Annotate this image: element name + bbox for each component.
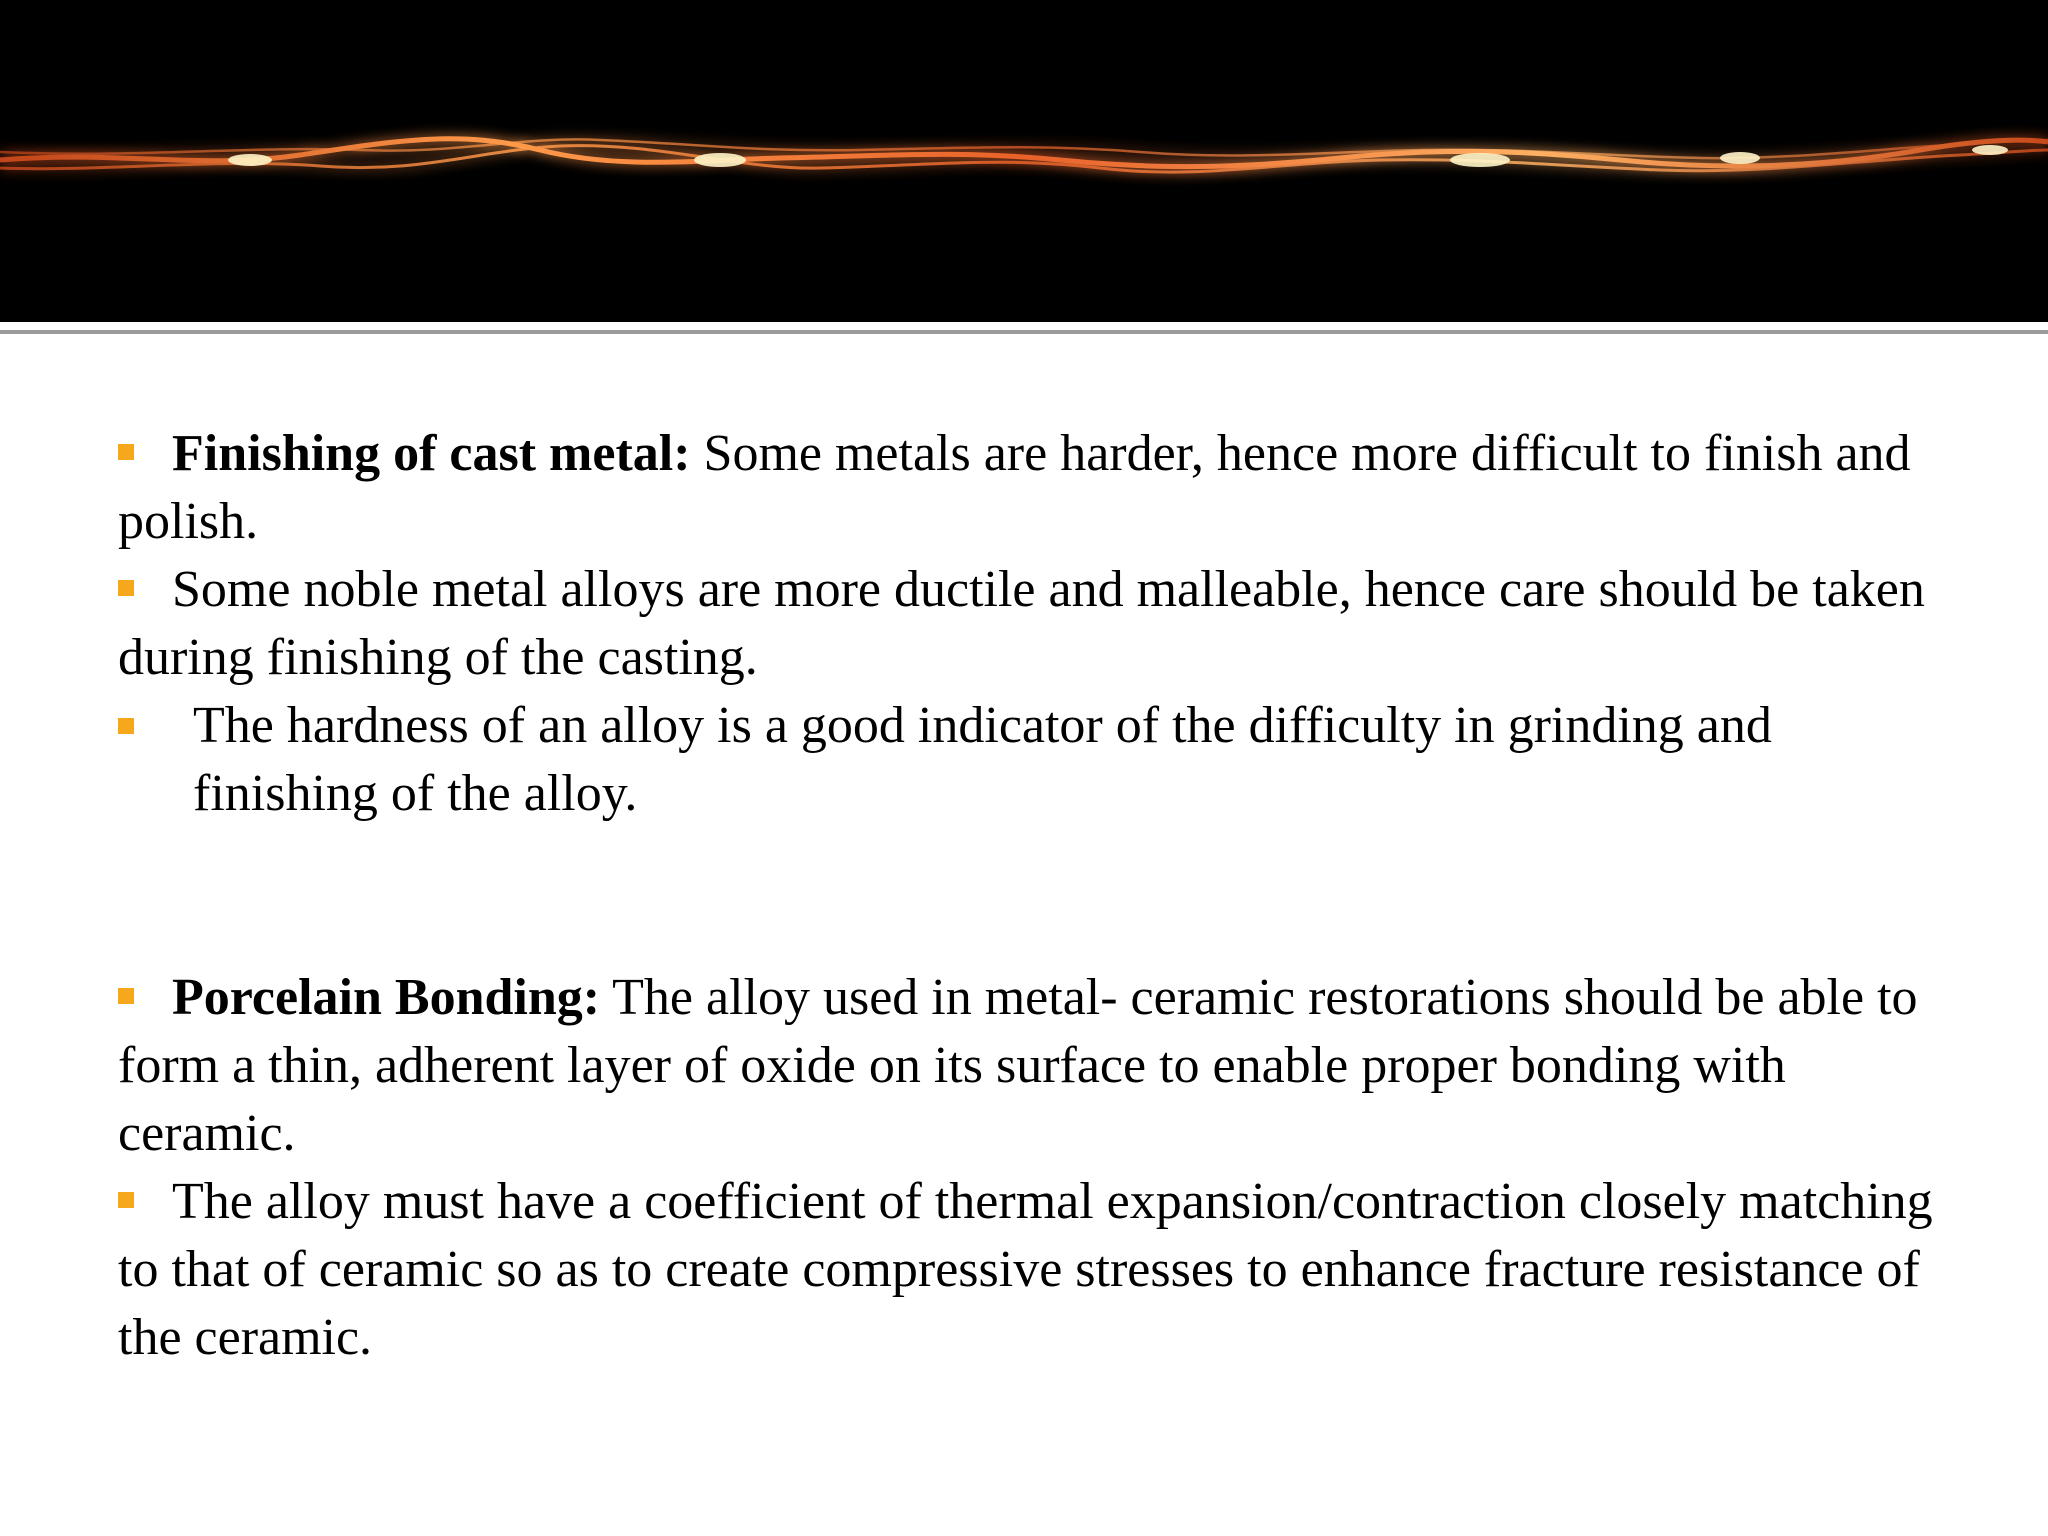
bullet-noble-metal-alloys (118, 556, 1948, 692)
bullet-text: The alloy used in metal- ceramic restorations should be able to form a thin, adherent layer of oxide on its surface to enable proper bonding with ceramic. (118, 969, 1918, 1162)
bullet-finishing-of-cast-metal (118, 420, 1948, 556)
bullet-text: Some metals are harder, hence more difficult to finish and polish. (118, 425, 1911, 550)
square-bullet-icon (118, 1192, 134, 1208)
square-bullet-icon (118, 580, 134, 596)
square-bullet-icon (118, 718, 134, 734)
bullet-heading: Porcelain Bonding: (172, 969, 601, 1026)
bullet-hardness-indicator (118, 692, 1948, 828)
bullet-text: The hardness of an alloy is a good indicator of the difficulty in grinding and finishing of the alloy. (193, 697, 1772, 822)
bullet-text: Some noble metal alloys are more ductile and malleable, hence care should be taken during finishing of the casting. (118, 561, 1925, 686)
square-bullet-icon (118, 988, 134, 1004)
header-banner (0, 0, 2048, 322)
header-divider-white (0, 322, 2048, 330)
section-spacer (118, 828, 1948, 964)
bullet-thermal-expansion (118, 1168, 1948, 1372)
glowing-spark-strand-image (0, 0, 2048, 322)
bullet-text: The alloy must have a coefficient of thermal expansion/contraction closely matching to that of ceramic so as to create compressive stresses to enhance fracture resistance of the ceramic. (118, 1173, 1933, 1366)
square-bullet-icon (118, 444, 134, 460)
bullet-porcelain-bonding (118, 964, 1948, 1168)
slide-body (118, 420, 1948, 1372)
header-divider-grey (0, 330, 2048, 334)
bullet-heading: Finishing of cast metal: (172, 425, 691, 482)
